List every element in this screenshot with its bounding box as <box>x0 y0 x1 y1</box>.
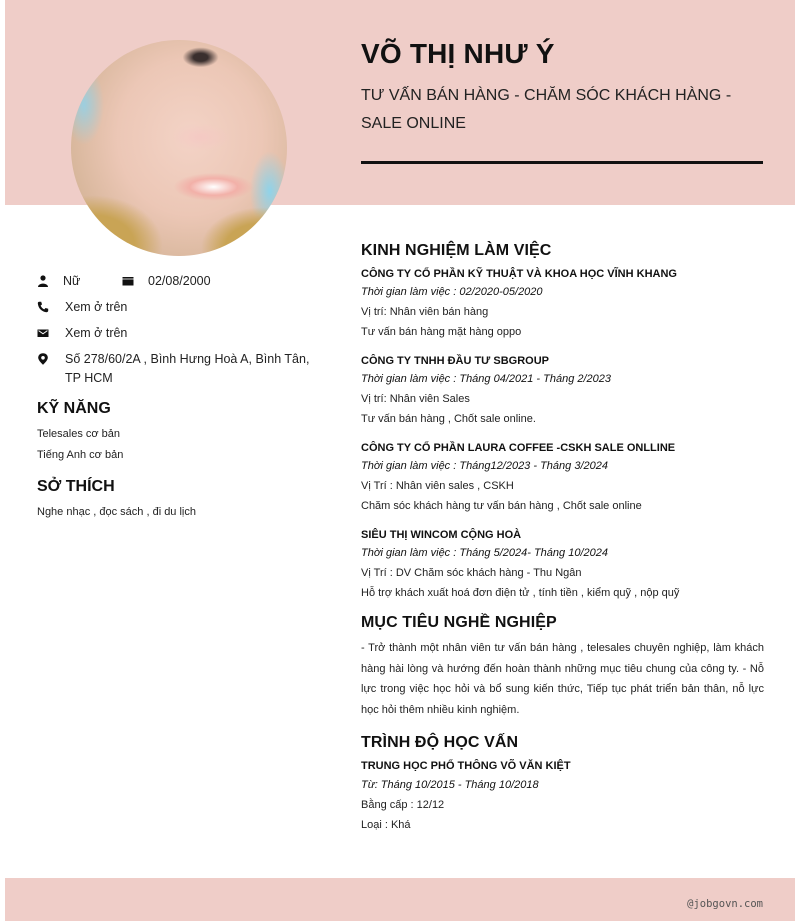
job-title: TƯ VẤN BÁN HÀNG - CHĂM SÓC KHÁCH HÀNG - SALE ONLINE <box>361 87 732 132</box>
experience-title: KINH NGHIỆM LÀM VIỆC <box>361 242 552 259</box>
right-column <box>361 242 764 835</box>
profile-photo <box>71 40 287 256</box>
school-name: TRUNG HỌC PHỔ THÔNG VÕ VĂN KIỆT <box>361 760 571 773</box>
job-description: Hỗ trợ khách xuất hoá đơn điện tử , tính tiền , kiểm quỹ , nộp quỹ <box>361 587 680 599</box>
address-value: Số 278/60/2A , Bình Hưng Hoà A, Bình Tân, TP HCM <box>65 352 310 385</box>
phone-icon <box>37 301 49 313</box>
envelope-icon <box>37 327 49 339</box>
job-entry <box>361 266 764 342</box>
education-time: Từ: Tháng 10/2015 - Tháng 10/2018 <box>361 779 539 792</box>
email-value: Xem ở trên <box>65 326 128 340</box>
gender-birthday-row <box>37 272 327 291</box>
footer-watermark: @jobgovn.com <box>687 898 763 910</box>
job-description: Chăm sóc khách hàng tư vấn bán hàng , Chốt sale online <box>361 500 642 512</box>
job-entry <box>361 527 764 603</box>
job-position: Vị Trí : Nhân viên sales , CSKH <box>361 480 514 492</box>
objective-title: MỤC TIÊU NGHỀ NGHIỆP <box>361 614 557 631</box>
job-description: Tư vấn bán hàng , Chốt sale online. <box>361 413 536 425</box>
job-time: Thời gian làm việc : Tháng 5/2024- Tháng 10/2024 <box>361 547 608 559</box>
education-grade: Loại : Khá <box>361 819 411 832</box>
job-time: Thời gian làm việc : Tháng12/2023 - Tháng 3/2024 <box>361 460 608 472</box>
job-description: Tư vấn bán hàng mặt hàng oppo <box>361 326 522 338</box>
hobby-item: Nghe nhạc , đọc sách , đi du lịch <box>37 506 196 518</box>
job-company: CÔNG TY TNHH ĐẦU TƯ SBGROUP <box>361 355 549 367</box>
skill-item: Telesales cơ bản <box>37 428 121 440</box>
left-column <box>37 272 327 523</box>
job-time: Thời gian làm việc : Tháng 04/2021 - Tháng 2/2023 <box>361 373 612 385</box>
education-title: TRÌNH ĐỘ HỌC VẤN <box>361 734 519 752</box>
job-entry <box>361 440 764 516</box>
job-time: Thời gian làm việc : 02/2020-05/2020 <box>361 286 543 298</box>
calendar-icon <box>122 275 134 287</box>
phone-row <box>37 298 327 317</box>
email-row <box>37 324 327 343</box>
candidate-name: VÕ THỊ NHƯ Ý <box>361 38 555 69</box>
skill-item: Tiếng Anh cơ bản <box>37 449 124 461</box>
footer-band <box>5 878 795 921</box>
gender-value: Nữ <box>63 274 81 288</box>
job-position: Vị trí: Nhân viên bán hàng <box>361 306 489 318</box>
header-divider <box>361 161 763 164</box>
phone-value: Xem ở trên <box>65 300 128 314</box>
job-company: CÔNG TY CỔ PHẦN KỸ THUẬT VÀ KHOA HỌC VĨNH KHANG <box>361 268 677 280</box>
birthday-value: 02/08/2000 <box>148 274 211 288</box>
address-row <box>37 350 327 388</box>
job-company: SIÊU THỊ WINCOM CỘNG HOÀ <box>361 529 522 541</box>
hobbies-title: SỞ THÍCH <box>37 478 115 495</box>
map-marker-icon <box>37 353 49 365</box>
education-degree: Bằng cấp : 12/12 <box>361 799 445 812</box>
job-position: Vị trí: Nhân viên Sales <box>361 393 470 405</box>
user-icon <box>37 275 49 287</box>
job-position: Vị Trí : DV Chăm sóc khách hàng - Thu Ngân <box>361 567 582 579</box>
job-company: CÔNG TY CỔ PHẦN LAURA COFFEE -CSKH SALE ONLLINE <box>361 442 676 454</box>
skills-title: KỸ NĂNG <box>37 400 111 417</box>
objective-text: - Trở thành một nhân viên tư vấn bán hàng , telesales chuyên nghiệp, làm khách hàng hài lòng và hướng đến hoàn thành những mục tiêu chung của công ty. - Nỗ lực trong việc học hỏi và bổ sung kiến thức, Tiếp tục phát triển bản thân, nỗ lực học hỏi thêm nhiều kinh nghiệm. <box>361 642 764 716</box>
job-entry <box>361 353 764 429</box>
